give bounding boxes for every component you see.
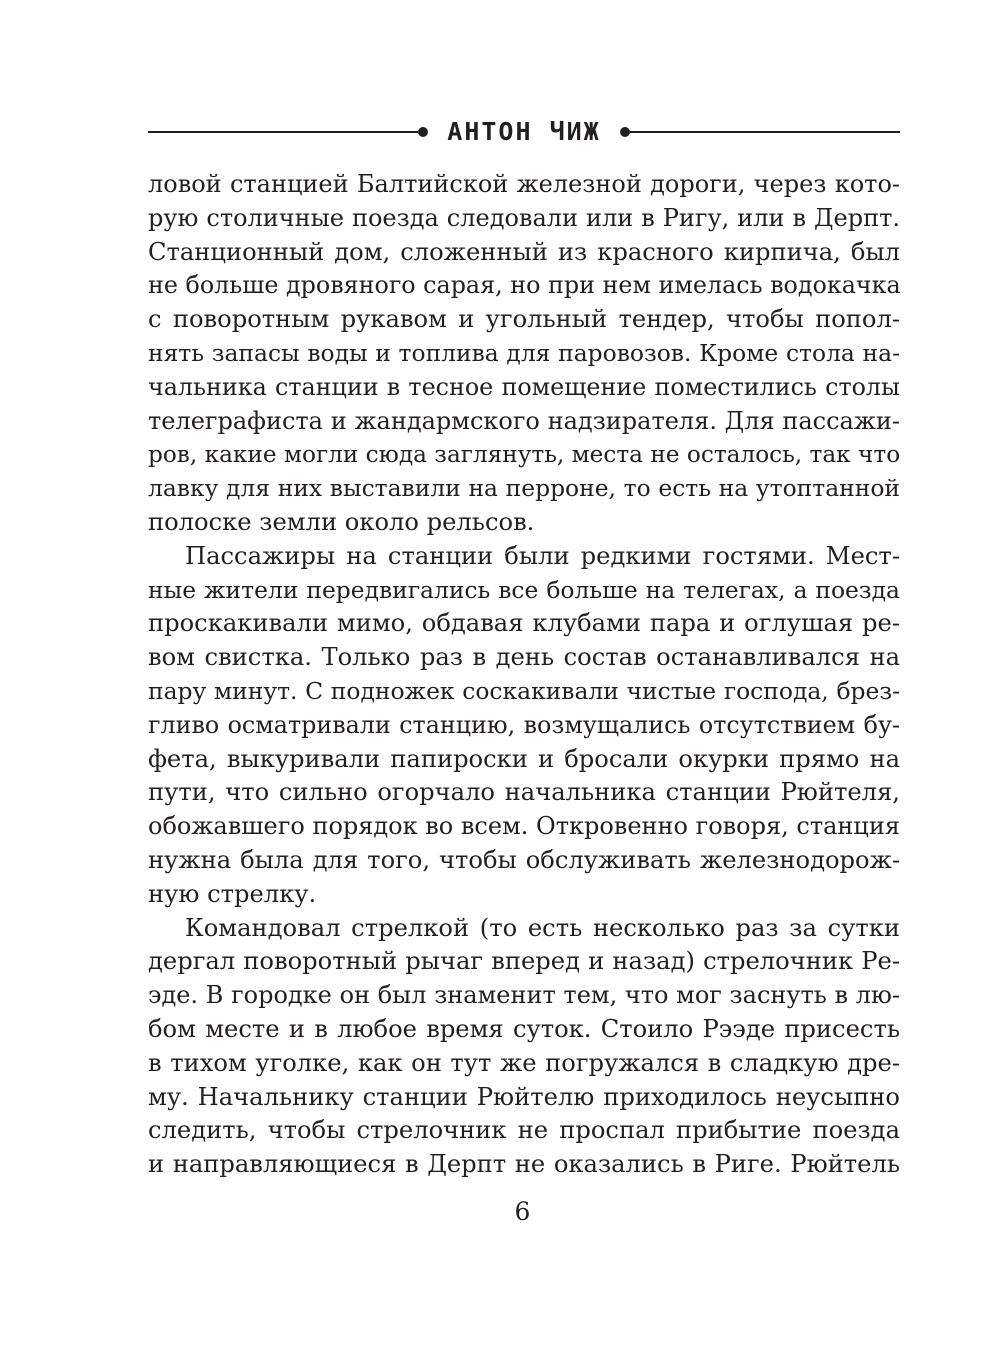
text-line: проскакивали мимо, обдавая клубами пара и оглушая ре- bbox=[148, 609, 900, 638]
running-header bbox=[148, 117, 900, 147]
header-author-name: АНТОН ЧИЖ bbox=[447, 117, 601, 146]
header-bullet-left bbox=[418, 127, 428, 137]
paragraph bbox=[148, 540, 900, 912]
text-line: не больше дровяного сарая, но при нем имелась водокачка bbox=[148, 271, 901, 300]
text-line: телеграфиста и жандармского надзирателя. Для пассажи- bbox=[148, 406, 900, 435]
body-text bbox=[148, 168, 900, 1182]
text-line: эде. В городке он был знаменит тем, что мог заснуть в лю- bbox=[148, 981, 900, 1010]
text-line: гливо осматривали станцию, возмущались отсутствием бу- bbox=[148, 710, 900, 739]
text-line: ную стрелку. bbox=[148, 879, 317, 908]
text-line: ные жители передвигались все больше на телегах, а поезда bbox=[148, 575, 900, 604]
paragraph bbox=[148, 912, 900, 1182]
text-line: и направляющиеся в Дерпт не оказались в Риге. Рюйтель bbox=[148, 1150, 900, 1179]
text-line: нять запасы воды и топлива для паровозов. Кроме стола на- bbox=[148, 338, 900, 367]
text-line: следить, чтобы стрелочник не проспал прибытие поезда bbox=[148, 1116, 900, 1145]
text-line: в тихом уголке, как он тут же погружался в сладкую дре- bbox=[148, 1048, 900, 1077]
page-number: 6 bbox=[514, 1197, 531, 1226]
text-line: обожавшего порядок во всем. Откровенно говоря, станция bbox=[148, 812, 900, 841]
header-bullet-right bbox=[620, 127, 630, 137]
text-line: бом месте и в любое время суток. Стоило Рээде присесть bbox=[148, 1014, 900, 1043]
text-line: нужна была для того, чтобы обслуживать железнодорож- bbox=[148, 845, 900, 874]
text-line: фета, выкуривали папироски и бросали окурки прямо на bbox=[148, 744, 900, 773]
text-line: Командовал стрелкой (то есть несколько раз за сутки bbox=[185, 913, 900, 942]
text-line: с поворотным рукавом и угольный тендер, чтобы попол- bbox=[148, 305, 900, 334]
text-line: рую столичные поезда следовали или в Ригу, или в Дерпт. bbox=[148, 203, 900, 232]
text-line: лавку для них выставили на перроне, то есть на утоптанной bbox=[148, 474, 900, 503]
text-line: пути, что сильно огорчало начальника станции Рюйтеля, bbox=[148, 778, 900, 807]
header-rule-left bbox=[148, 131, 418, 133]
header-rule-right bbox=[630, 131, 900, 133]
paragraph bbox=[148, 168, 900, 540]
text-line: Пассажиры на станции были редкими гостями. Мест- bbox=[185, 541, 900, 570]
text-line: му. Начальнику станции Рюйтелю приходилось неусыпно bbox=[148, 1082, 900, 1111]
text-line: вом свистка. Только раз в день состав останавливался на bbox=[148, 643, 900, 672]
text-line: Станционный дом, сложенный из красного кирпича, был bbox=[148, 237, 900, 266]
text-line: ров, какие могли сюда заглянуть, места не осталось, так что bbox=[148, 441, 901, 469]
text-line: полоске земли около рельсов. bbox=[148, 507, 535, 536]
text-line: ловой станцией Балтийской железной дороги, через кото- bbox=[148, 170, 900, 198]
text-line: чальника станции в тесное помещение поместились столы bbox=[148, 372, 900, 401]
text-line: дергал поворотный рычаг вперед и назад) стрелочник Ре- bbox=[148, 947, 900, 976]
text-line: пару минут. С подножек соскакивали чистые господа, брез- bbox=[148, 676, 900, 705]
